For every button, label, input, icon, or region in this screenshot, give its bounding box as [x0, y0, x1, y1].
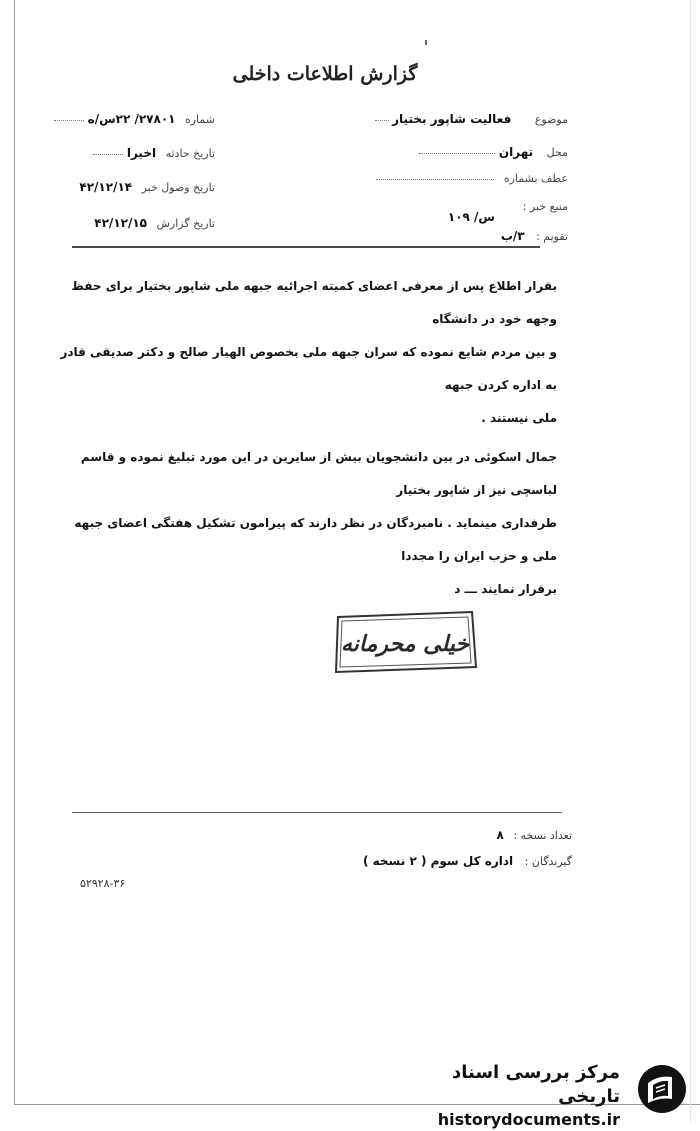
scan-edge: [690, 0, 691, 1122]
body-line: طرفداری مینماید . نامبردگان در نظر دارند که پیرامون تشکیل هفتگی اعضای جبهه ملی و حزب ایران را مجددا: [74, 516, 557, 563]
copies-value: ۸: [496, 828, 504, 842]
evaluation-row: [501, 229, 568, 243]
body-line: بقرار اطلاع پس از معرفی اعضای کمیته اجرائیه جبهه ملی شاپور بختیار برای حفظ وجهه خود در دانشگاه: [71, 279, 557, 326]
document-number: ۵۲۹۲۸-۳۶: [80, 877, 126, 890]
evaluation-value: ۳/ب: [500, 229, 525, 243]
header-divider: [72, 246, 540, 248]
receipt-date-label: تاریخ وصول خبر: [141, 181, 215, 194]
receipt-date-value: ۴۲/۱۲/۱۴: [79, 180, 133, 194]
body-line: جمال اسکوئی در بین دانشجویان بیش از سایرین در این مورد تبلیغ نموده و قاسم لباسچی نیز از شاپور بختیار: [80, 450, 557, 497]
recipients-row: [363, 854, 572, 868]
source-value: س/ ۱۰۹: [447, 210, 495, 224]
subject-label: موضوع: [534, 113, 568, 126]
event-date-row: [93, 146, 215, 160]
confidential-stamp: [330, 607, 480, 677]
receipt-date-row: [79, 180, 215, 194]
number-label: شماره: [184, 113, 215, 126]
body-line: و بین مردم شایع نموده که سران جبهه ملی بخصوص الهیار صالح و دکتر صدیقی قادر به اداره کردن جبهه: [60, 345, 557, 392]
subject-row: [375, 112, 568, 126]
archive-emblem-icon: [636, 1063, 688, 1115]
page-border-left: [14, 0, 15, 1104]
logo-url: historydocuments.ir: [437, 1110, 620, 1129]
number-value: ۲۷۸۰۱/ ۲۲س/ه: [87, 112, 176, 126]
logo-title: مرکز بررسی اسناد تاریخی: [452, 1062, 620, 1107]
body-line: ملی نیستند .: [481, 411, 557, 425]
report-date-value: ۴۲/۱۲/۱۵: [94, 216, 147, 230]
report-title: گزارش اطلاعات داخلی: [232, 63, 418, 85]
evaluation-label: تقویم :: [536, 230, 568, 243]
report-date-label: تاریخ گزارش: [156, 217, 215, 230]
event-date-value: اخیرا: [126, 146, 157, 160]
report-date-row: [94, 216, 215, 230]
copies-label: تعداد نسخه :: [513, 829, 572, 842]
body-line: برقرار نمایند ـــ د: [454, 582, 557, 596]
stamp-text: خیلی محرمانه: [340, 631, 470, 657]
recipients-value: اداره کل سوم ( ۲ نسخه ): [362, 854, 514, 868]
scan-speck: [425, 40, 427, 45]
event-date-label: تاریخ حادثه: [165, 147, 215, 160]
following-label: عطف بشماره: [503, 172, 568, 185]
report-body: [52, 270, 557, 606]
following-row: [376, 172, 568, 185]
copies-row: [497, 828, 573, 842]
subject-value: فعالیت شاپور بختیار: [392, 112, 512, 126]
archive-logo: [415, 1061, 690, 1129]
source-value-row: [448, 210, 495, 224]
location-value: تهران: [498, 145, 534, 159]
source-label: منبع خبر :: [522, 200, 568, 213]
recipients-label: گیرندگان :: [524, 855, 572, 868]
location-row: [419, 145, 568, 159]
location-label: محل: [546, 146, 568, 159]
number-row: [54, 112, 215, 126]
source-row: [523, 200, 568, 213]
footer-divider: [72, 812, 562, 813]
